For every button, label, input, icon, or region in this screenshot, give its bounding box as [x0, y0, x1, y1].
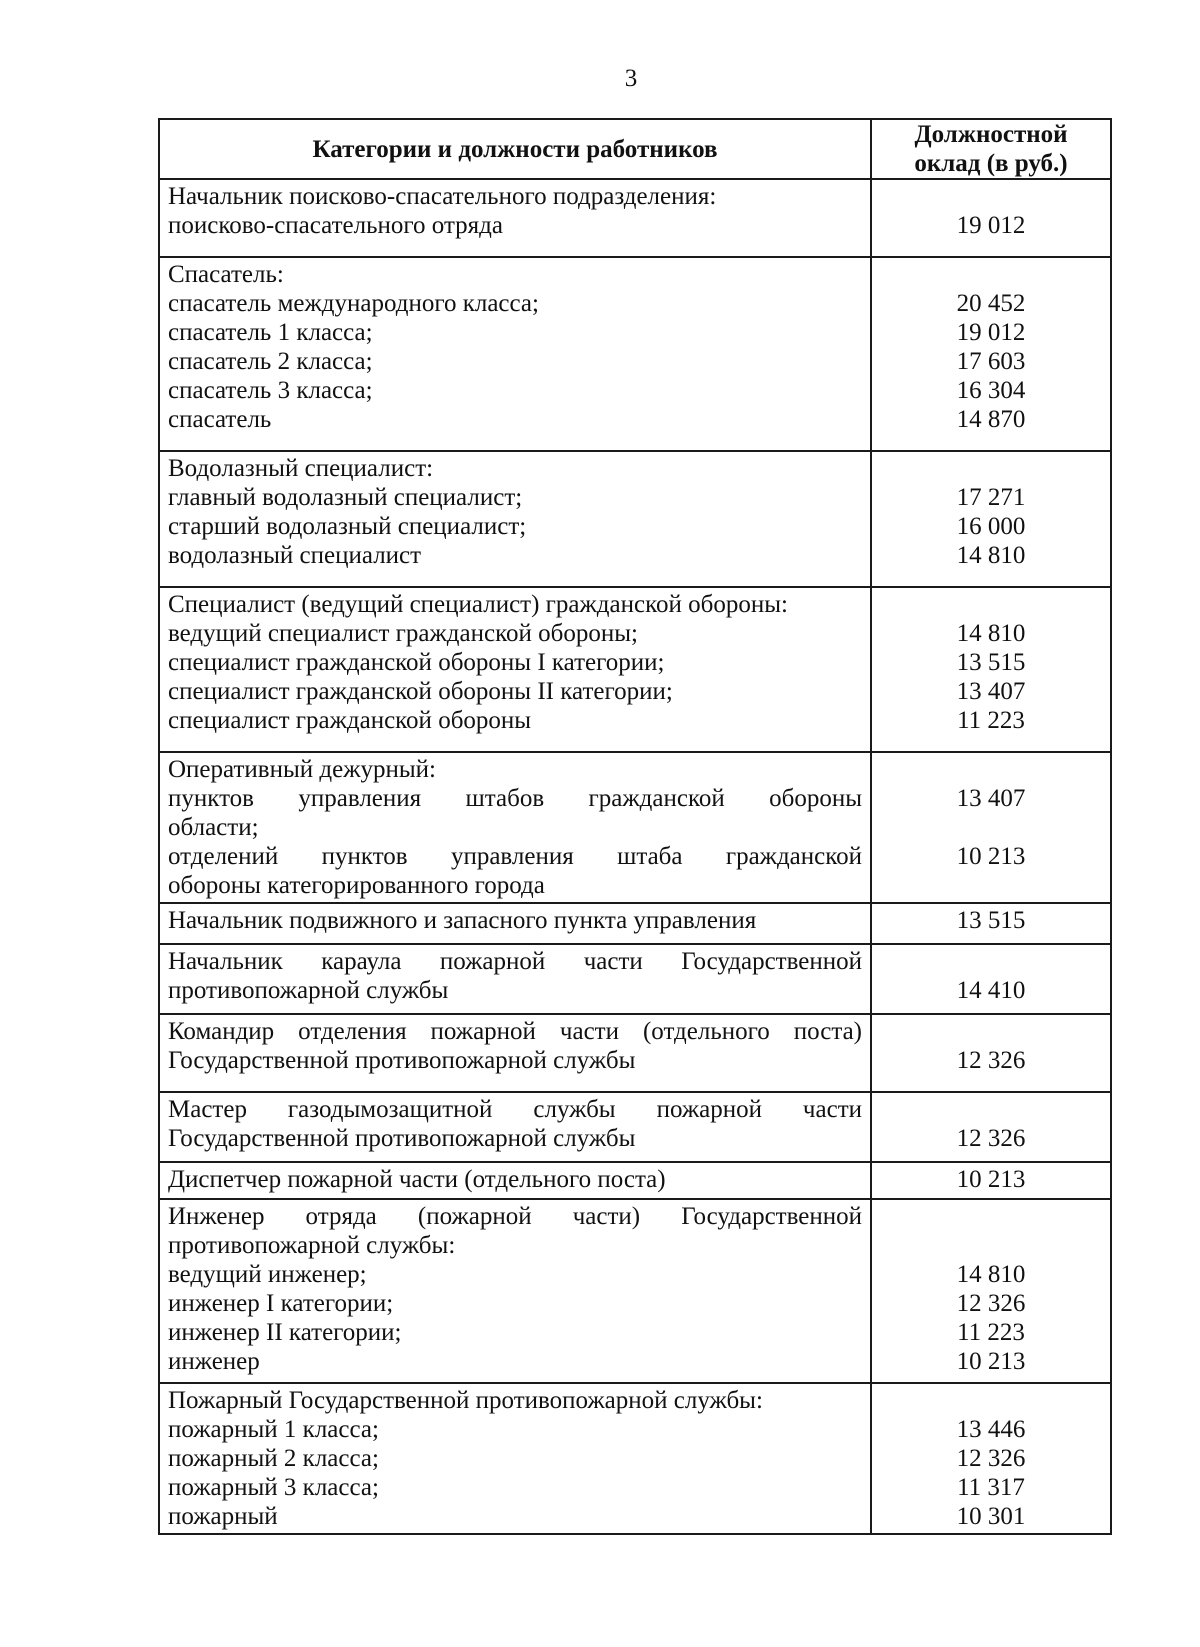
salary-value: 13 515 [956, 907, 1026, 934]
salary-value: 10 213 [956, 843, 1026, 870]
salary-value: 17 271 [956, 484, 1026, 511]
salary-cell [871, 1199, 1111, 1383]
salary-value: 10 213 [956, 1348, 1026, 1375]
salary-value: 12 326 [956, 1125, 1026, 1152]
table-row [159, 257, 1111, 451]
salary-value: 10 301 [956, 1503, 1026, 1530]
position-name: области; [168, 814, 259, 841]
header-salary-line2: оклад (в руб.) [914, 150, 1068, 177]
position-name: пожарный [168, 1503, 278, 1530]
salary-value: 11 223 [957, 707, 1025, 734]
salary-value: 13 407 [956, 678, 1026, 705]
position-name: спасатель 1 класса; [168, 319, 373, 346]
category-cell [159, 1383, 871, 1534]
position-name: пожарный 1 класса; [168, 1416, 379, 1443]
position-name: Государственной противопожарной службы [168, 1125, 636, 1152]
salary-cell [871, 1014, 1111, 1092]
salary-cell [871, 903, 1111, 944]
table-row [159, 944, 1111, 1014]
category-title: Начальник подвижного и запасного пункта управления [168, 907, 757, 934]
header-salary-line1: Должностной [914, 121, 1068, 148]
category-title: Пожарный Государственной противопожарной службы: [168, 1387, 763, 1414]
category-cell [159, 179, 871, 257]
salary-value: 14 810 [956, 620, 1026, 647]
position-name: Государственной противопожарной службы [168, 1047, 636, 1074]
salary-value: 12 326 [956, 1047, 1026, 1074]
salary-value: 16 304 [956, 377, 1026, 404]
position-name: ведущий инженер; [168, 1261, 367, 1288]
category-cell [159, 903, 871, 944]
salary-value: 16 000 [956, 513, 1026, 540]
salary-value: 19 012 [956, 212, 1026, 239]
salary-cell [871, 944, 1111, 1014]
category-cell [159, 752, 871, 903]
position-name: спасатель международного класса; [168, 290, 539, 317]
table-row [159, 752, 1111, 903]
category-title: Оперативный дежурный: [168, 756, 436, 783]
salary-cell [871, 752, 1111, 903]
category-cell [159, 1014, 871, 1092]
salary-value: 20 452 [956, 290, 1026, 317]
table-row [159, 1092, 1111, 1162]
table-row [159, 587, 1111, 752]
category-title: Командир отделения пожарной части (отдельного поста) [168, 1018, 862, 1045]
salary-cell [871, 1092, 1111, 1162]
table-row [159, 903, 1111, 944]
salary-cell [871, 451, 1111, 587]
table-row [159, 1383, 1111, 1534]
position-name: обороны категорированного города [168, 872, 545, 899]
position-name: инженер II категории; [168, 1319, 402, 1346]
position-name: спасатель [168, 406, 272, 433]
salary-value: 14 810 [956, 1261, 1026, 1288]
table-row [159, 451, 1111, 587]
position-name: главный водолазный специалист; [168, 484, 523, 511]
category-cell [159, 257, 871, 451]
salary-value: 13 515 [956, 649, 1026, 676]
salary-cell [871, 1383, 1111, 1534]
position-name: спасатель 2 класса; [168, 348, 373, 375]
page-number: 3 [624, 65, 638, 92]
salary-value: 11 223 [957, 1319, 1025, 1346]
salary-value: 17 603 [956, 348, 1026, 375]
header-salary [871, 119, 1111, 179]
salary-value: 14 870 [956, 406, 1026, 433]
table-row [159, 1014, 1111, 1092]
salary-value: 13 407 [956, 785, 1026, 812]
position-name: пунктов управления штабов гражданской обороны [168, 785, 862, 812]
salary-value: 14 810 [956, 542, 1026, 569]
salary-table [158, 118, 1112, 1535]
salary-value: 14 410 [956, 977, 1026, 1004]
table-row [159, 1162, 1111, 1199]
position-name: поисково-спасательного отряда [168, 212, 503, 239]
category-title: Спасатель: [168, 261, 284, 288]
salary-value: 12 326 [956, 1290, 1026, 1317]
position-name: отделений пунктов управления штаба гражданской [168, 843, 862, 870]
category-cell [159, 587, 871, 752]
position-name: инженер [168, 1348, 260, 1375]
table-row [159, 1199, 1111, 1383]
position-name: противопожарной службы [168, 977, 449, 1004]
category-title: Специалист (ведущий специалист) гражданской обороны: [168, 591, 788, 618]
position-name: инженер I категории; [168, 1290, 394, 1317]
category-cell [159, 1162, 871, 1199]
salary-value: 13 446 [956, 1416, 1026, 1443]
category-cell [159, 944, 871, 1014]
position-name: пожарный 2 класса; [168, 1445, 379, 1472]
position-name: водолазный специалист [168, 542, 422, 569]
category-title: Начальник караула пожарной части Государственной [168, 948, 862, 975]
position-name: пожарный 3 класса; [168, 1474, 379, 1501]
table-row [159, 179, 1111, 257]
position-name: противопожарной службы: [168, 1232, 456, 1259]
table-header-row [159, 119, 1111, 179]
category-title: Инженер отряда (пожарной части) Государственной [168, 1203, 862, 1230]
category-title: Начальник поисково-спасательного подразделения: [168, 183, 717, 210]
category-title: Водолазный специалист: [168, 455, 434, 482]
position-name: спасатель 3 класса; [168, 377, 373, 404]
position-name: специалист гражданской обороны II категории; [168, 678, 673, 705]
salary-value: 10 213 [956, 1166, 1026, 1193]
position-name: специалист гражданской обороны I категории; [168, 649, 665, 676]
category-cell [159, 1199, 871, 1383]
category-cell [159, 451, 871, 587]
salary-value: 11 317 [957, 1474, 1025, 1501]
salary-cell [871, 179, 1111, 257]
category-title: Мастер газодымозащитной службы пожарной части [168, 1096, 862, 1123]
salary-cell [871, 257, 1111, 451]
category-cell [159, 1092, 871, 1162]
salary-value: 12 326 [956, 1445, 1026, 1472]
position-name: старший водолазный специалист; [168, 513, 527, 540]
header-categories: Категории и должности работников [159, 119, 871, 179]
salary-value: 19 012 [956, 319, 1026, 346]
salary-cell [871, 1162, 1111, 1199]
category-title: Диспетчер пожарной части (отдельного поста) [168, 1166, 666, 1193]
position-name: ведущий специалист гражданской обороны; [168, 620, 638, 647]
salary-cell [871, 587, 1111, 752]
position-name: специалист гражданской обороны [168, 707, 532, 734]
